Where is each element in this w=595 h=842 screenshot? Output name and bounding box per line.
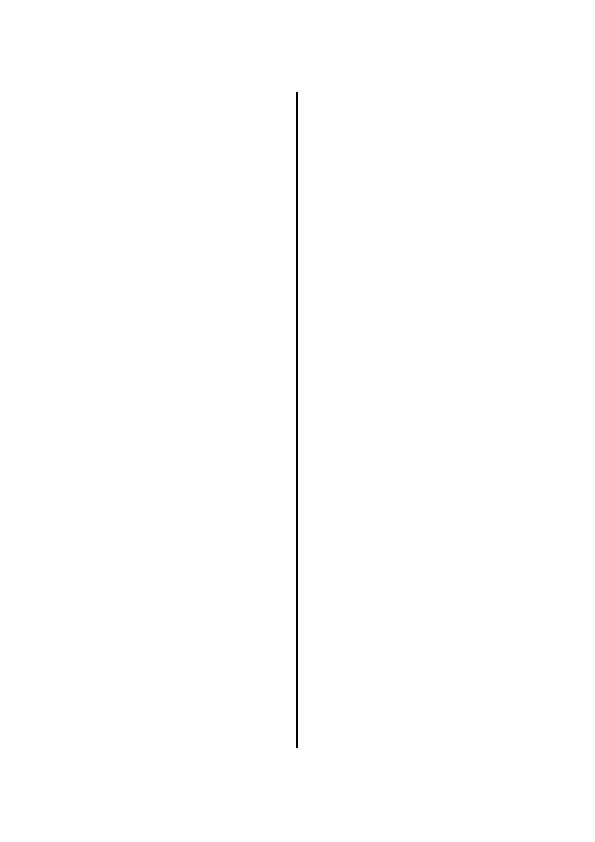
left-column	[82, 95, 280, 137]
masthead	[82, 95, 280, 111]
column-divider	[296, 92, 298, 748]
masthead-line	[82, 103, 280, 111]
masthead-line	[82, 95, 280, 103]
right-column	[308, 95, 508, 113]
